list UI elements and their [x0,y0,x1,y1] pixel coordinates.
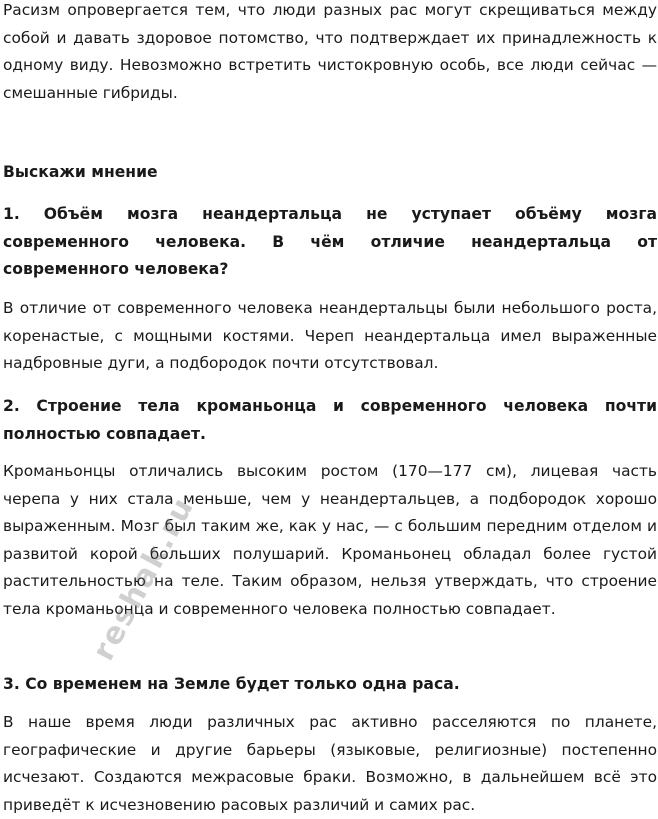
intro-paragraph: Расизм опровергается тем, что люди разных рас могут скрещиваться между собой и давать здоровое потомство, что подтверждает их принадлежность к одному виду. Невозможно встретить чистокровную особь, все люди сейчас — смешанные гибриды. [3,1,657,102]
answer-3: В наше время люди различных рас активно расселяются по планете, географические и другие барьеры (языковые, религиозные) постепенно исчезают. Создаются межрасовые браки. Возможно, в дальнейшем всё это приведёт к исчезновению расовых различий и самих рас. [3,713,657,814]
question-3: 3. Со временем на Земле будет только одна раса. [3,675,460,693]
question-1: 1. Объём мозга неандертальца не уступает объёму мозга современного человека. В чём отличие неандертальца от современного человека? [3,205,657,278]
answer-2: Кроманьонцы отличались высоким ростом (170—177 см), лицевая часть черепа у них стала меньше, чем у неандертальцев, а подбородок хорошо выраженным. Мозг был таким же, как у нас, — с большим передним отделом и развитой корой больших полушарий. Кроманьонец обладал более густой растительностью на теле. Таким образом, нельзя утверждать, что строение тела кроманьонца и современного человека полностью совпадает. [3,462,657,618]
watermark: reshak.ru [86,490,202,667]
answer-1: В отличие от современного человека неандертальцы были небольшого роста, коренастые, с мощными костями. Череп неандертальца имел выраженные надбровные дуги, а подбородок почти отсутствовал. [3,299,657,372]
question-2: 2. Строение тела кроманьонца и современного человека почти полностью совпадает. [3,397,657,443]
section-title: Выскажи мнение [3,163,158,181]
